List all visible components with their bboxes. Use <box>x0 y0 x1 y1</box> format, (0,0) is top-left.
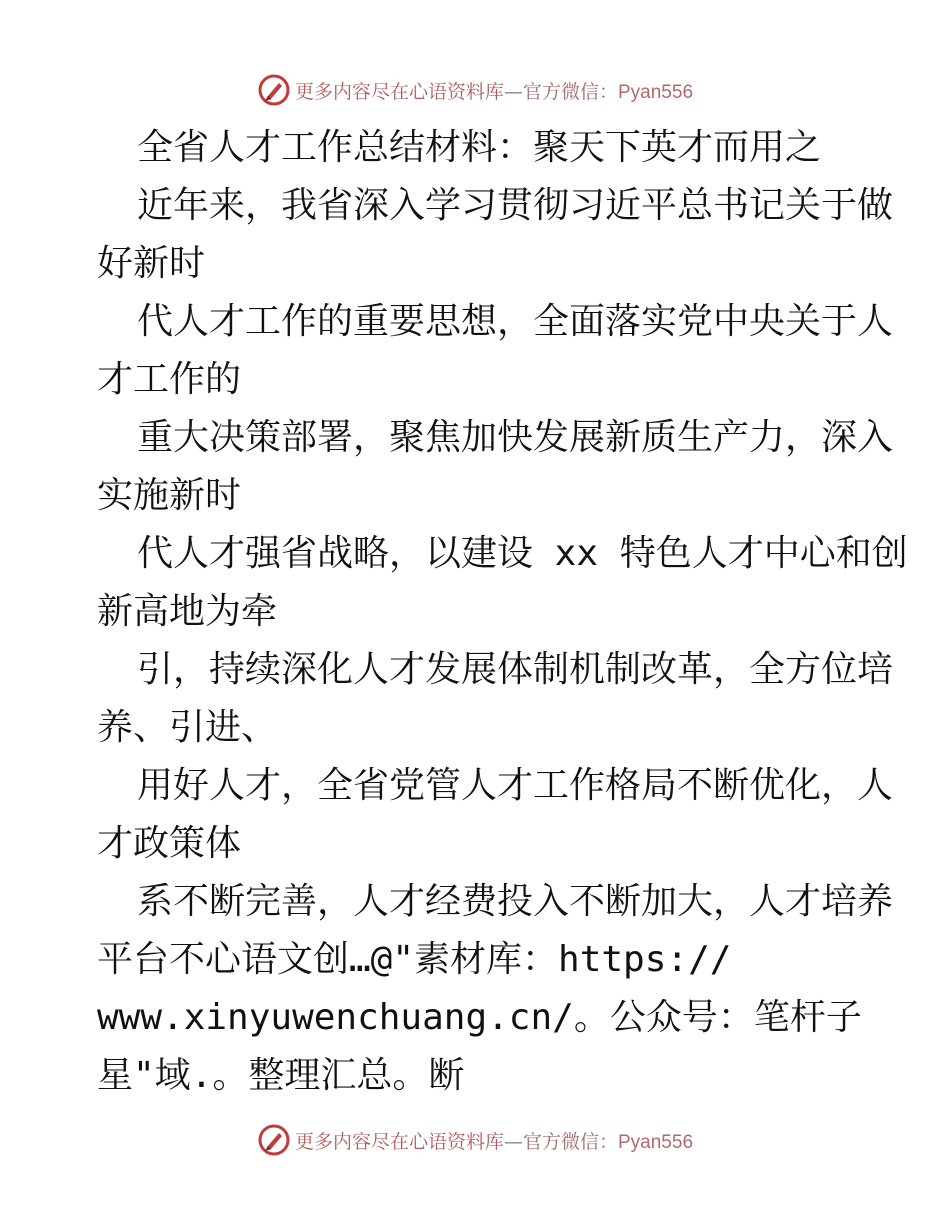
doc-line: 实施新时 <box>97 475 242 516</box>
doc-line: 才政策体 <box>97 823 242 864</box>
footer-banner <box>0 1120 950 1160</box>
doc-line: 星"域.。整理汇总。断 <box>97 1055 465 1096</box>
doc-line: 平台不心语文创…@"素材库：https:// <box>97 939 732 980</box>
doc-line: 才工作的 <box>97 359 242 400</box>
banner-library-text: 更多内容尽在心语资料库 <box>294 80 504 103</box>
doc-line: 近年来，我省深入学习贯彻习近平总书记关于做 <box>137 185 894 226</box>
banner-wechat-id: Pyan556 <box>618 81 694 103</box>
doc-line: 新高地为牵 <box>97 591 278 632</box>
banner-wechat-label: 官方微信： <box>522 1130 618 1153</box>
doc-line: 引，持续深化人才发展体制机制改革，全方位培 <box>137 649 894 690</box>
doc-line: 重大决策部署，聚焦加快发展新质生产力，深入 <box>137 417 894 458</box>
banner-dash: — <box>503 80 523 103</box>
pen-logo-icon <box>257 1123 291 1157</box>
banner-text <box>295 1127 693 1154</box>
doc-line: 好新时 <box>97 243 206 284</box>
doc-line: 系不断完善，人才经费投入不断加大，人才培养 <box>137 881 894 922</box>
banner-library-text: 更多内容尽在心语资料库 <box>294 1130 504 1153</box>
banner-wechat-label: 官方微信： <box>522 80 618 103</box>
doc-line: www.xinyuwenchuang.cn/。公众号：笔杆子 <box>97 997 862 1038</box>
doc-line: 养、引进、 <box>97 707 278 748</box>
banner-wechat-id: Pyan556 <box>618 1131 694 1153</box>
doc-line: 代人才强省战略，以建设 xx 特色人才中心和创 <box>137 533 908 574</box>
doc-line: 全省人才工作总结材料：聚天下英才而用之 <box>137 127 822 168</box>
doc-line: 代人才工作的重要思想，全面落实党中央关于人 <box>137 301 894 342</box>
banner-dash: — <box>503 1130 523 1153</box>
doc-line: 用好人才，全省党管人才工作格局不断优化，人 <box>137 765 894 806</box>
